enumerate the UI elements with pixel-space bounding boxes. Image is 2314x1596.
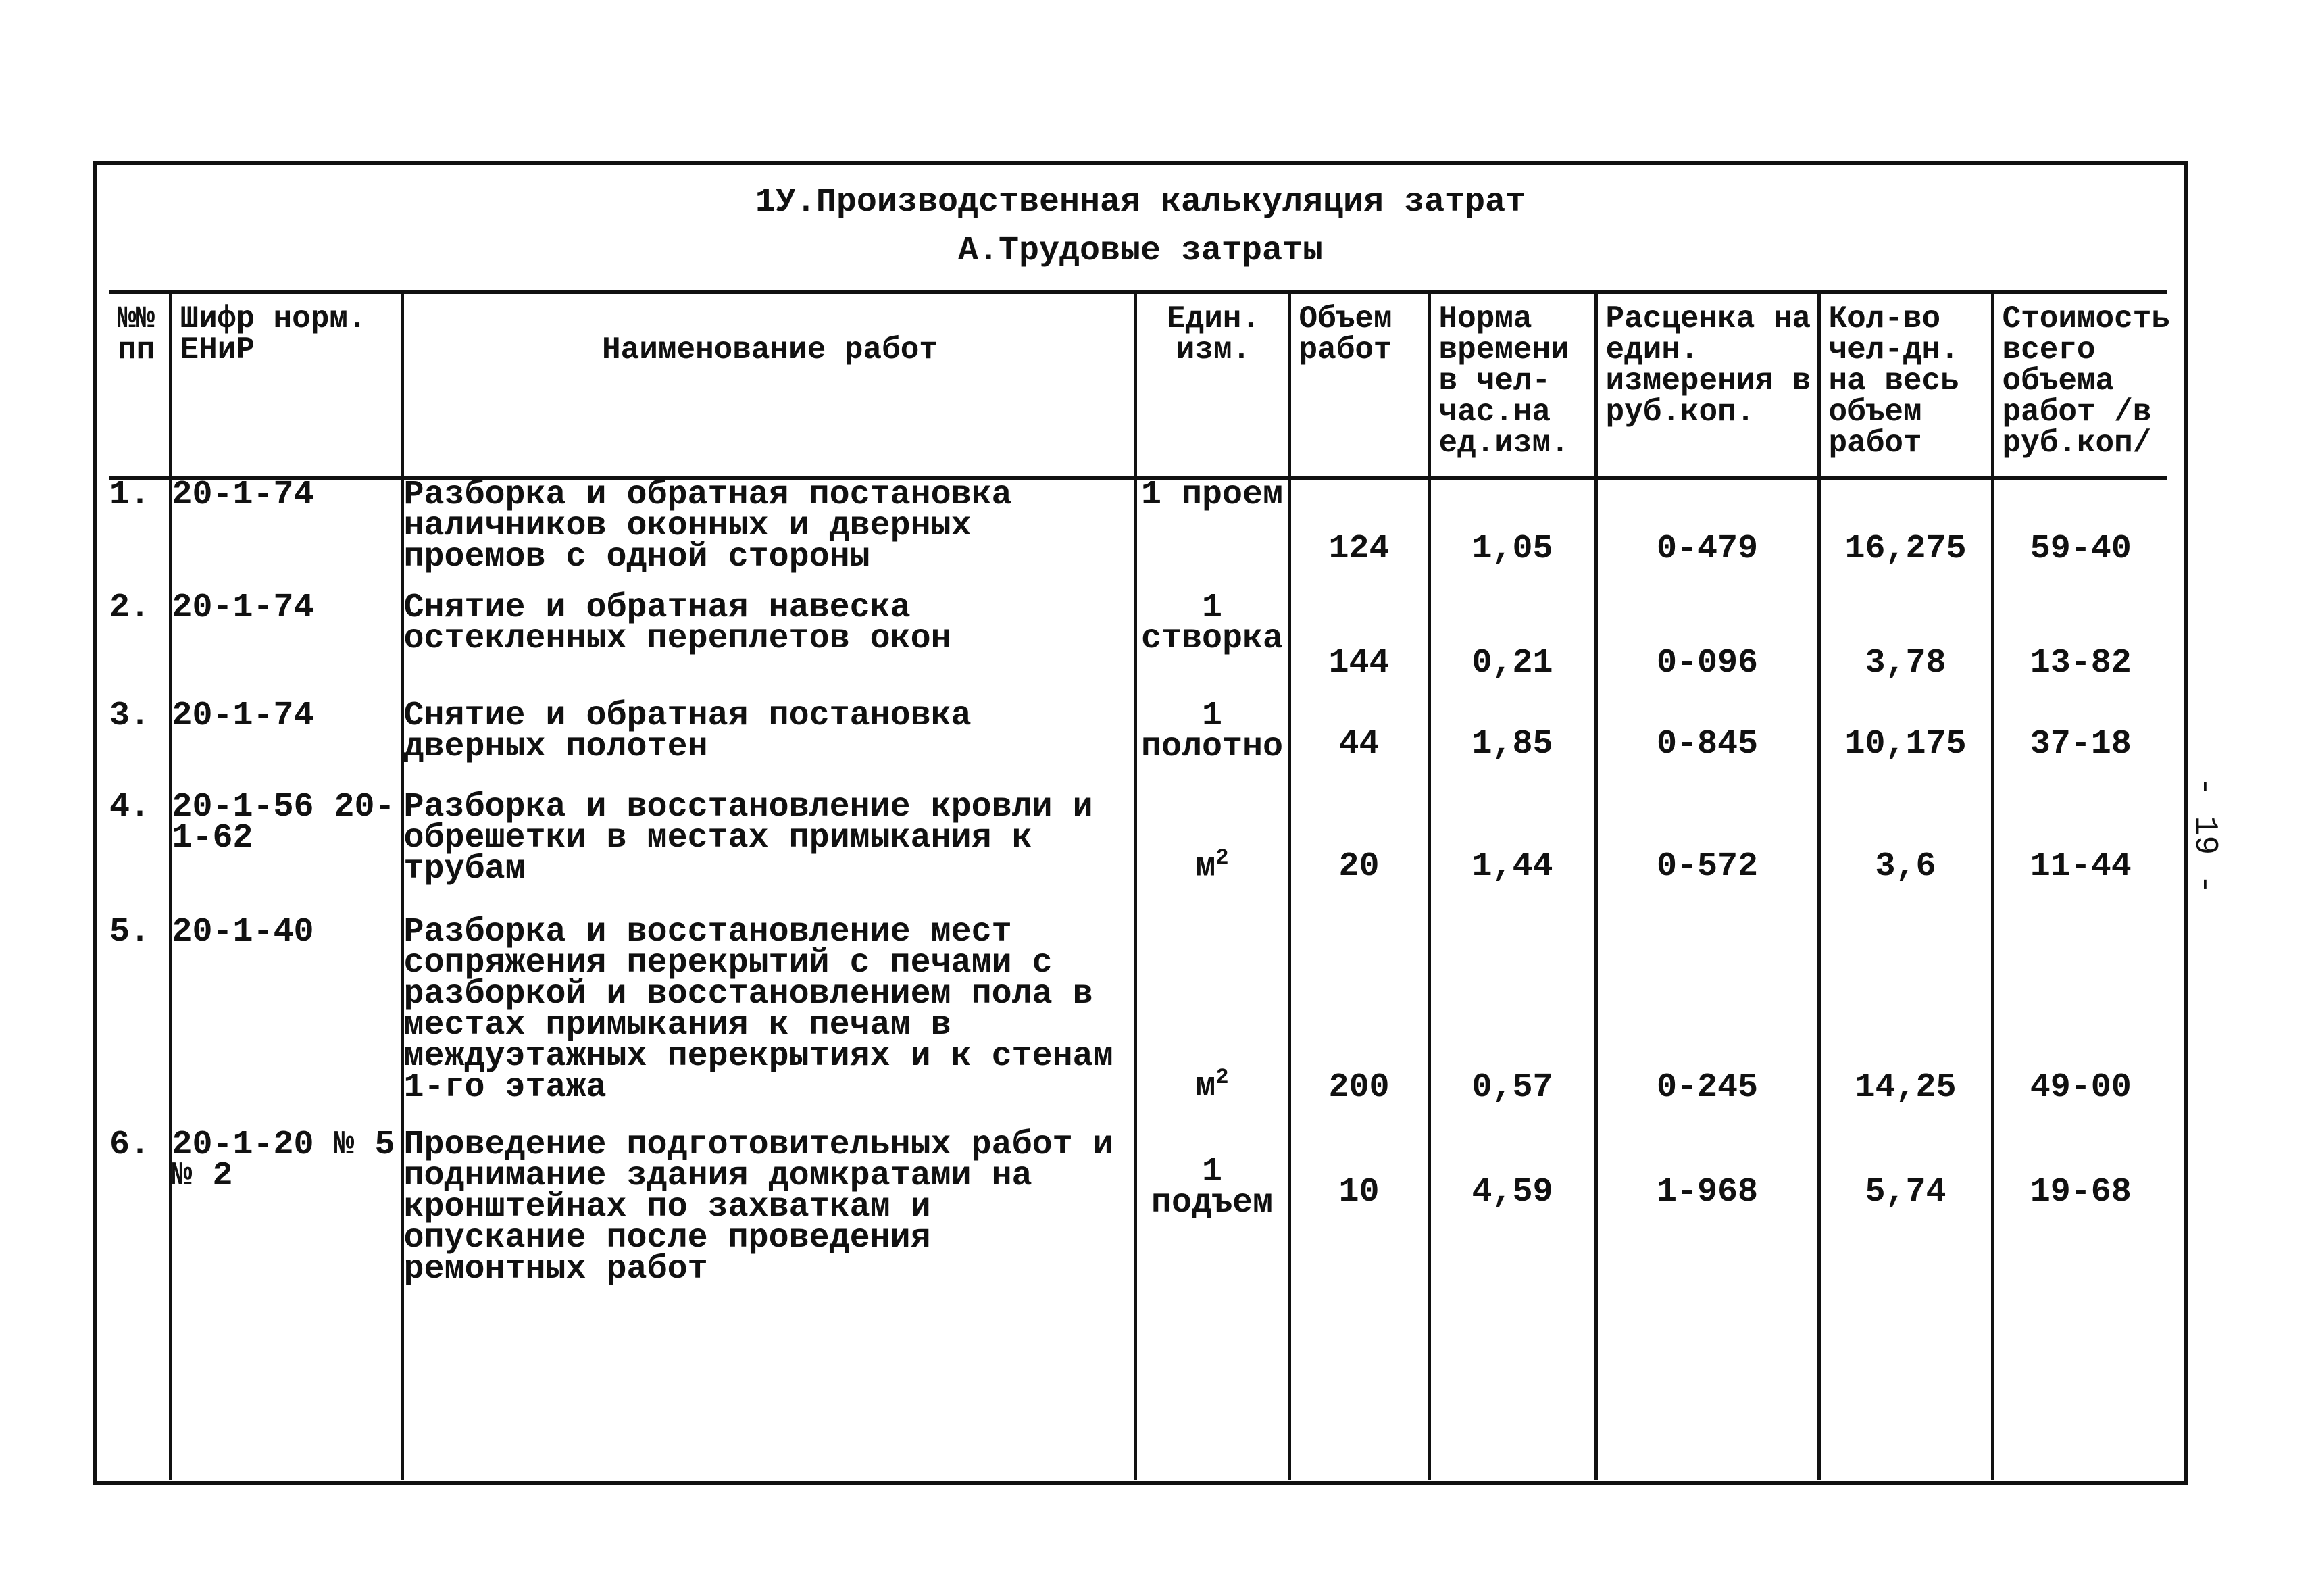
row-cost: 37-18 — [1992, 701, 2167, 792]
row-norm: 0,21 — [1429, 593, 1596, 701]
row-code: 20-1-20 № 5 № 2 — [170, 1130, 402, 1480]
row-name: Разборка и обратная постановка наличников оконных и дверных проемов с одной стороны — [402, 478, 1135, 593]
section-subtitle: А.Трудовые затраты — [957, 232, 1324, 270]
row-unit: 1 створка — [1135, 593, 1289, 701]
row-labor: 16,275 — [1819, 478, 1992, 593]
row-cost: 11-44 — [1992, 792, 2167, 917]
row-num: 1. — [109, 476, 151, 514]
labor-cost-table — [109, 290, 2170, 1480]
row-name: Разборка и восстановление кровли и обрешетки в местах примыкания к трубам — [402, 792, 1135, 917]
row-unit: 1 полотно — [1135, 701, 1289, 792]
table-row — [109, 917, 2167, 1130]
row-volume: 144 — [1289, 593, 1429, 701]
header-num: №№ пп — [109, 292, 170, 478]
row-name: Проведение подготовительных работ и поднимание здания домкратами на кронштейнах по захваткам и опускание после проведения ремонтных работ — [402, 1130, 1135, 1480]
row-unit — [1135, 792, 1289, 917]
row-unit: 1 подъем — [1135, 1130, 1289, 1480]
row-code: 20-1-74 — [170, 593, 402, 701]
row-num: 6. — [109, 1126, 151, 1164]
header-labor: Кол-во чел-дн. на весь объем работ — [1819, 292, 1992, 478]
row-rate: 0-096 — [1596, 593, 1819, 701]
unit-superscript: 2 — [1215, 845, 1229, 870]
row-cost: 59-40 — [1992, 478, 2167, 593]
row-labor: 3,6 — [1819, 792, 1992, 917]
row-code: 20-1-74 — [170, 701, 402, 792]
row-volume: 20 — [1289, 792, 1429, 917]
row-rate: 0-479 — [1596, 478, 1819, 593]
row-num: 5. — [109, 913, 151, 951]
row-volume: 10 — [1289, 1130, 1429, 1480]
row-norm: 1,44 — [1429, 792, 1596, 917]
row-code: 20-1-74 — [170, 478, 402, 593]
header-name: Наименование работ — [402, 292, 1135, 478]
row-volume: 44 — [1289, 701, 1429, 792]
header-code: Шифр норм. ЕНиР — [170, 292, 402, 478]
header-row — [109, 292, 2167, 478]
header-unit: Един. изм. — [1135, 292, 1289, 478]
table-frame — [93, 161, 2188, 1485]
section-title: 1У.Производственная калькуляция затрат — [755, 183, 1526, 222]
table-row — [109, 701, 2167, 792]
row-num: 4. — [109, 788, 151, 826]
row-unit — [1135, 917, 1289, 1130]
table-row — [109, 792, 2167, 917]
row-rate: 0-845 — [1596, 701, 1819, 792]
row-rate: 1-968 — [1596, 1130, 1819, 1480]
row-labor: 10,175 — [1819, 701, 1992, 792]
header-rate: Расценка на един. измерения в руб.коп. — [1596, 292, 1819, 478]
row-labor: 5,74 — [1819, 1130, 1992, 1480]
row-norm: 1,85 — [1429, 701, 1596, 792]
unit-text: м — [1195, 1067, 1216, 1106]
row-cost: 13-82 — [1992, 593, 2167, 701]
row-code: 20-1-40 — [170, 917, 402, 1130]
row-norm: 4,59 — [1429, 1130, 1596, 1480]
heading-block — [97, 178, 2184, 276]
row-volume: 124 — [1289, 478, 1429, 593]
row-norm: 0,57 — [1429, 917, 1596, 1130]
table-row — [109, 593, 2167, 701]
row-rate: 0-245 — [1596, 917, 1819, 1130]
row-name: Снятие и обратная навеска остекленных переплетов окон — [402, 593, 1135, 701]
row-num: 2. — [109, 589, 151, 627]
row-name: Разборка и восстановление мест сопряжения перекрытий с печами с разборкой и восстановлением пола в местах примыкания к печам в междуэтажных перекрытиях и к стенам 1-го этажа — [402, 917, 1135, 1130]
row-labor: 3,78 — [1819, 593, 1992, 701]
table-row — [109, 1130, 2167, 1480]
row-cost: 19-68 — [1992, 1130, 2167, 1480]
unit-text: м — [1195, 847, 1216, 887]
row-num: 3. — [109, 697, 151, 735]
row-name: Снятие и обратная постановка дверных полотен — [402, 701, 1135, 792]
row-rate: 0-572 — [1596, 792, 1819, 917]
table-row — [109, 478, 2167, 593]
header-norm: Норма времени в чел-час.на ед.изм. — [1429, 292, 1596, 478]
row-norm: 1,05 — [1429, 478, 1596, 593]
page-number: - 19 - — [2186, 777, 2223, 894]
row-unit: 1 проем — [1135, 478, 1289, 593]
header-volume: Объем работ — [1289, 292, 1429, 478]
header-cost: Стоимость всего объема работ /в руб.коп/ — [1992, 292, 2167, 478]
unit-superscript: 2 — [1215, 1065, 1229, 1090]
row-labor: 14,25 — [1819, 917, 1992, 1130]
row-volume: 200 — [1289, 917, 1429, 1130]
row-code: 20-1-56 20-1-62 — [170, 792, 402, 917]
row-cost: 49-00 — [1992, 917, 2167, 1130]
